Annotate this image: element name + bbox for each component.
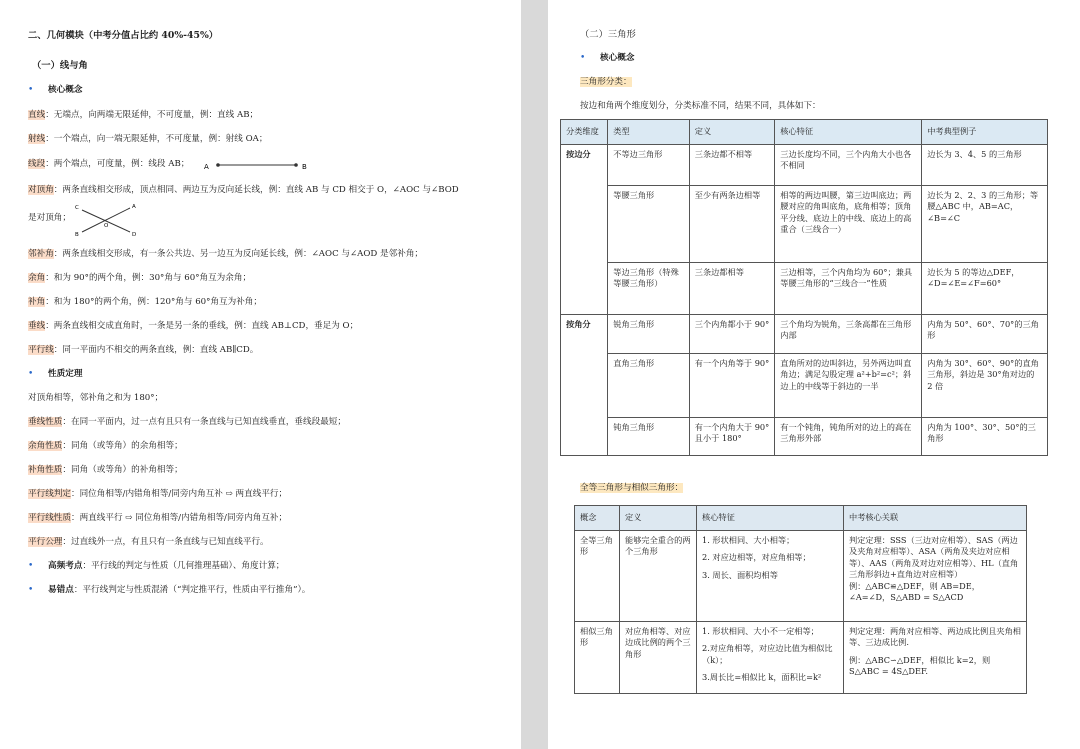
classify-desc: 按边和角两个维度划分，分类标准不同，结果不同，具体如下： bbox=[580, 101, 821, 111]
prop-text: ：同角（或等角）的余角相等； bbox=[62, 441, 183, 451]
def-text: ：两个端点，可度量，例：线段 AB； bbox=[45, 159, 190, 169]
label-b: B bbox=[75, 232, 79, 238]
subsection-triangles: （二）三角形 bbox=[580, 29, 636, 40]
table-row bbox=[575, 530, 1027, 621]
cong-title-text: 全等三角形与相似三角形： bbox=[580, 483, 684, 493]
def-ray bbox=[28, 133, 267, 145]
table-row bbox=[561, 314, 1048, 353]
feature-item: 1. 形状相同、大小相等； bbox=[702, 534, 795, 545]
def-segment bbox=[28, 158, 189, 170]
concept-cell: 相似三角形 bbox=[575, 621, 620, 693]
term: 余角性质 bbox=[28, 441, 63, 451]
label-d: D bbox=[132, 232, 137, 238]
error-prone bbox=[28, 584, 310, 596]
type-cell: 等边三角形（特殊等腰三角形） bbox=[608, 262, 690, 314]
triangle-classification-table bbox=[560, 119, 1048, 456]
def-complementary bbox=[28, 272, 251, 284]
feature-item: 2. 对应边相等，对应角相等； bbox=[702, 552, 811, 562]
header-cell: 核心特征 bbox=[697, 506, 844, 531]
header-cell: 定义 bbox=[689, 120, 775, 145]
heading-text: 核心概念 bbox=[600, 53, 635, 63]
dimension-cell: 按边分 bbox=[561, 144, 608, 314]
term: 邻补角 bbox=[28, 249, 54, 259]
table-row bbox=[561, 353, 1048, 417]
type-cell: 等腰三角形 bbox=[608, 185, 690, 262]
type-cell: 不等边三角形 bbox=[608, 144, 690, 185]
def-perpendicular bbox=[28, 320, 358, 332]
table-header-row bbox=[575, 506, 1027, 531]
feature-cell: 三个角均为锐角，三条高都在三角形内部 bbox=[775, 314, 922, 353]
term: 垂线性质 bbox=[28, 417, 63, 427]
feature-item: 3.周长比=相似比 k，面积比=k² bbox=[702, 672, 822, 682]
heading-text: 核心概念 bbox=[48, 85, 83, 95]
def-cell: 三条边都相等 bbox=[689, 262, 775, 314]
prop-text: ：两直线平行 ⇨ 同位角相等/内错角相等/同旁内角互补； bbox=[70, 513, 288, 523]
term: 平行线 bbox=[28, 345, 54, 355]
def-line bbox=[28, 109, 258, 121]
bullet-icon: • bbox=[28, 369, 34, 379]
term: 平行公理 bbox=[28, 537, 63, 547]
example-cell: 边长为 2、2、3 的三角形；等腰△ABC 中，AB=AC，∠B=∠C bbox=[922, 185, 1048, 262]
core-concepts-heading bbox=[28, 84, 82, 96]
prop-perpendicular bbox=[28, 416, 346, 428]
prop-text: ：同角（或等角）的补角相等； bbox=[62, 465, 183, 475]
type-cell: 钝角三角形 bbox=[608, 417, 690, 455]
bullet-icon: • bbox=[28, 85, 34, 95]
term: 垂线 bbox=[28, 321, 46, 331]
term: 补角性质 bbox=[28, 465, 63, 475]
concept-cell: 全等三角形 bbox=[575, 530, 620, 621]
header-cell: 核心特征 bbox=[775, 120, 922, 145]
link-cell bbox=[844, 530, 1027, 621]
def-text: ：同一平面内不相交的两条直线，例：直线 AB∥CD。 bbox=[53, 345, 259, 355]
prop-text: ：同位角相等/内错角相等/同旁内角互补 ⇨ 两直线平行； bbox=[70, 489, 288, 499]
term: 补角 bbox=[28, 297, 46, 307]
feature-item: 3. 周长、面积均相等 bbox=[702, 569, 778, 580]
segment-diagram bbox=[204, 158, 314, 172]
header-cell: 分类维度 bbox=[561, 120, 608, 145]
term: 射线 bbox=[28, 134, 46, 144]
term: 平行线性质 bbox=[28, 513, 71, 523]
properties-heading bbox=[28, 368, 82, 380]
hot-text: ：平行线的判定与性质（几何推理基础）、角度计算； bbox=[82, 561, 285, 571]
def-cell: 有一个内角大于 90°且小于 180° bbox=[689, 417, 775, 455]
def-cell: 有一个内角等于 90° bbox=[689, 353, 775, 417]
prop-complementary bbox=[28, 440, 183, 452]
segment-label-a: A bbox=[204, 163, 209, 171]
prop-text: ：在同一平面内，过一点有且只有一条直线与已知直线垂直，垂线段最短； bbox=[62, 417, 346, 427]
link-cell bbox=[844, 621, 1027, 693]
prop-line: 对顶角相等，邻补角之和为 180°； bbox=[28, 393, 164, 403]
congruent-similar-table bbox=[574, 505, 1027, 694]
header-cell: 概念 bbox=[575, 506, 620, 531]
example-cell: 内角为 50°、60°、70°的三角形 bbox=[922, 314, 1048, 353]
def-adjacent-supplementary bbox=[28, 248, 423, 260]
feature-item: 1. 形状相同、大小不一定相等； bbox=[702, 625, 819, 636]
link-example: 例：△ABC≌△DEF，则 AB=DE，∠A=∠D，S△ABD = S△ACD bbox=[849, 580, 980, 602]
table-row bbox=[561, 262, 1048, 314]
heading-text: 性质定理 bbox=[48, 369, 83, 379]
def-text: ：两条直线相交形成，有一条公共边、另一边互为反向延长线，例：∠AOC 与∠AOD 是邻补角； bbox=[53, 249, 424, 259]
def-cell: 对应角相等、对应边成比例的两个三角形 bbox=[620, 621, 697, 693]
header-cell: 类型 bbox=[608, 120, 690, 145]
type-cell: 直角三角形 bbox=[608, 353, 690, 417]
link-example: 例：△ABC∽△DEF，相似比 k=2，则 S△ABC = 4S△DEF. bbox=[849, 654, 991, 676]
def-cell: 至少有两条边相等 bbox=[689, 185, 775, 262]
feature-cell bbox=[697, 621, 844, 693]
feature-cell: 三边长度均不同，三个内角大小也各不相同 bbox=[775, 144, 922, 185]
table-row bbox=[561, 185, 1048, 262]
bullet-icon: • bbox=[28, 585, 34, 595]
label-o: O bbox=[104, 223, 109, 229]
def-text: ：一个端点，向一端无限延伸，不可度量，例：射线 OA； bbox=[45, 134, 268, 144]
term: 对顶角 bbox=[28, 185, 54, 195]
term: 余角 bbox=[28, 273, 46, 283]
feature-cell: 有一个钝角，钝角所对的边上的高在三角形外部 bbox=[775, 417, 922, 455]
table-row bbox=[561, 144, 1048, 185]
def-cell: 能够完全重合的两个三角形 bbox=[620, 530, 697, 621]
feature-cell bbox=[697, 530, 844, 621]
err-term: 易错点 bbox=[48, 585, 74, 595]
example-cell: 边长为 3、4、5 的三角形 bbox=[922, 144, 1048, 185]
right-page bbox=[548, 0, 1080, 749]
core-concepts-heading bbox=[580, 52, 634, 64]
prop-supplementary bbox=[28, 464, 183, 476]
feature-cell: 直角所对的边叫斜边，另外两边叫直角边；满足勾股定理 a²+b²=c²；斜边上的中线等于斜边的一半 bbox=[775, 353, 922, 417]
dimension-cell: 按角分 bbox=[561, 314, 608, 455]
type-cell: 锐角三角形 bbox=[608, 314, 690, 353]
label-a: A bbox=[132, 204, 136, 210]
prop-text: ：过直线外一点，有且只有一条直线与已知直线平行。 bbox=[62, 537, 269, 547]
example-cell: 边长为 5 的等边△DEF，∠D=∠E=∠F=60° bbox=[922, 262, 1048, 314]
def-text: ：两条直线相交成直角时，一条是另一条的垂线，例：直线 AB⊥CD，垂足为 O； bbox=[45, 321, 359, 331]
term: 线段 bbox=[28, 159, 46, 169]
congruent-similar-title bbox=[580, 482, 683, 494]
table-row bbox=[561, 417, 1048, 455]
example-cell: 内角为 30°、60°、90°的直角三角形，斜边是 30°角对边的 2 倍 bbox=[922, 353, 1048, 417]
subsection-lines-angles: （一）线与角 bbox=[32, 60, 88, 71]
prop-parallel-criteria bbox=[28, 488, 287, 500]
segment-label-b: B bbox=[302, 163, 307, 171]
def-text: ：两条直线相交形成，顶点相同、两边互为反向延长线，例：直线 AB 与 CD 相交于 O，∠AOC 与∠BOD bbox=[53, 185, 459, 195]
vertical-angles-cont: 是对顶角； bbox=[28, 213, 71, 223]
term: 直线 bbox=[28, 110, 46, 120]
hot-term: 高频考点 bbox=[48, 561, 83, 571]
hot-topics bbox=[28, 560, 284, 572]
header-cell: 中考核心关联 bbox=[844, 506, 1027, 531]
table-row bbox=[575, 621, 1027, 693]
section-title: 二、几何模块（中考分值占比约 40%-45%） bbox=[28, 30, 219, 41]
def-text: ：无端点，向两端无限延伸，不可度量，例：直线 AB； bbox=[45, 110, 259, 120]
left-page bbox=[0, 0, 521, 749]
def-cell: 三个内角都小于 90° bbox=[689, 314, 775, 353]
term: 平行线判定 bbox=[28, 489, 71, 499]
err-text: ：平行线判定与性质混淆（“判定推平行，性质由平行推角”）。 bbox=[73, 585, 311, 595]
link-text: 判定定理：SSS（三边对应相等）、SAS（两边及夹角对应相等）、ASA（两角及夹边对应相等）、AAS（两角及对边对应相等）、HL（直角三角形斜边+直角边对应相等） bbox=[849, 534, 1019, 579]
prop-parallel-properties bbox=[28, 512, 287, 524]
header-cell: 中考典型例子 bbox=[922, 120, 1048, 145]
def-cell: 三条边都不相等 bbox=[689, 144, 775, 185]
feature-item: 2.对应角相等，对应边比值为相似比（k）； bbox=[702, 643, 833, 665]
bullet-icon: • bbox=[580, 53, 586, 63]
def-text: ：和为 180°的两个角，例：120°角与 60°角互为补角； bbox=[45, 297, 262, 307]
label-c: C bbox=[75, 205, 79, 211]
intersecting-lines-diagram bbox=[72, 200, 142, 238]
feature-cell: 相等的两边叫腰，第三边叫底边；两腰对应的角叫底角，底角相等；顶角平分线、底边上的中线、底边上的高重合（三线合一） bbox=[775, 185, 922, 262]
feature-cell: 三边相等，三个内角均为 60°；兼具等腰三角形的“三线合一”性质 bbox=[775, 262, 922, 314]
classify-title-text: 三角形分类： bbox=[580, 77, 632, 87]
header-cell: 定义 bbox=[620, 506, 697, 531]
classify-title bbox=[580, 76, 632, 88]
prop-parallel-axiom bbox=[28, 536, 269, 548]
table-header-row bbox=[561, 120, 1048, 145]
link-text: 判定定理：两角对应相等、两边成比例且夹角相等、三边成比例. bbox=[849, 625, 1021, 647]
bullet-icon: • bbox=[28, 561, 34, 571]
example-cell: 内角为 100°、30°、50°的三角形 bbox=[922, 417, 1048, 455]
def-vertical-angles bbox=[28, 184, 459, 196]
def-parallel bbox=[28, 344, 258, 356]
def-supplementary bbox=[28, 296, 262, 308]
def-text: ：和为 90°的两个角，例：30°角与 60°角互为余角； bbox=[45, 273, 252, 283]
